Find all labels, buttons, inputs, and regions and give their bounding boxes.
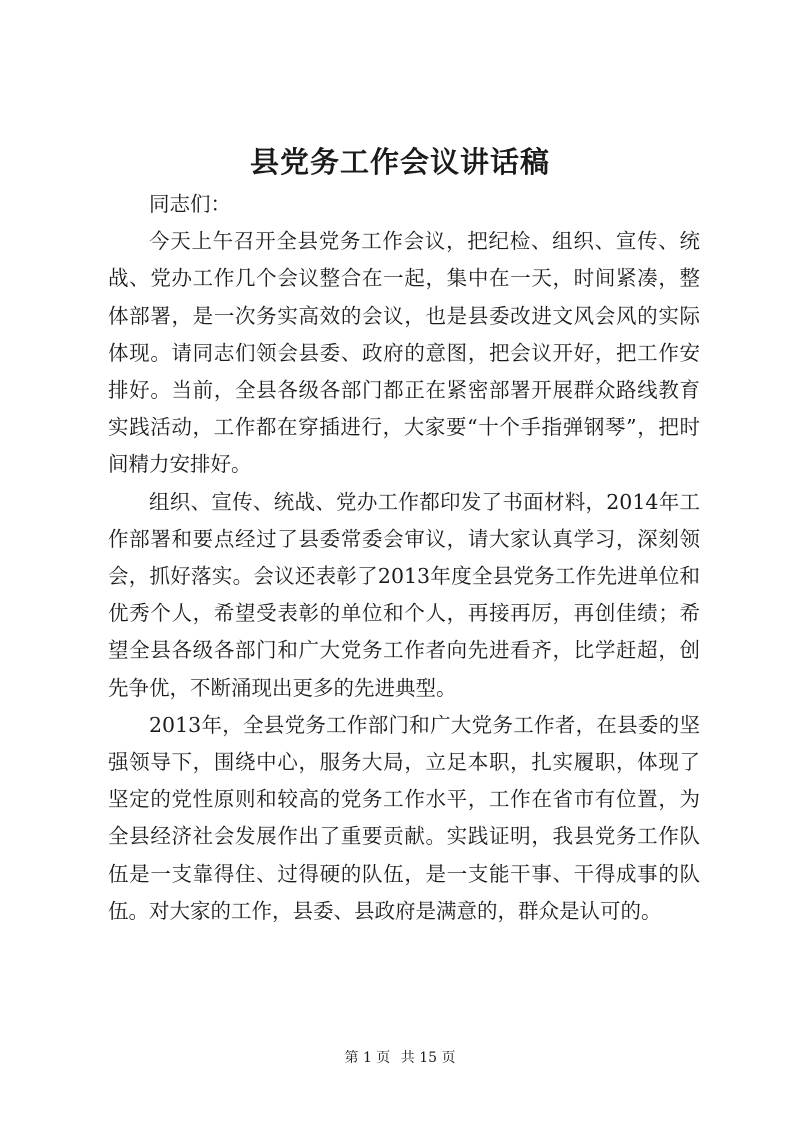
paragraph: 2013年，全县党务工作部门和广大党务工作者，在县委的坚强领导下，围绕中心，服务大局，立足本职，扎实履职，体现了坚定的党性原则和较高的党务工作水平，工作在省市有位置，为全县经济社会发展作出了重要贡献。实践证明，我县党务工作队伍是一支靠得住、过得硬的队伍，是一支能干事、干得成事的队伍。对大家的工作，县委、县政府是满意的，群众是认可的。 [108, 712, 700, 923]
paragraph: 今天上午召开全县党务工作会议，把纪检、组织、宣传、统战、党办工作几个会议整合在一起，集中在一天，时间紧凑，整体部署，是一次务实高效的会议，也是县委改进文风会风的实际体现。请同志们领会县委、政府的意图，把会议开好，把工作安排好。当前，全县各级各部门都正在紧密部署开展群众路线教育实践活动，工作都在穿插进行，大家要“十个手指弹钢琴”，把时间精力安排好。 [108, 229, 700, 477]
document-body [108, 186, 700, 930]
salutation: 同志们： [149, 192, 231, 216]
page-total: 共 15 页 [400, 1050, 456, 1066]
page-title: 县党务工作会议讲话稿 [249, 145, 550, 179]
page-number: 第 1 页 [344, 1050, 391, 1066]
page-footer [0, 1048, 800, 1068]
paragraph: 组织、宣传、统战、党办工作都印发了书面材料，2014年工作部署和要点经过了县委常委会审议，请大家认真学习，深刻领会，抓好落实。会议还表彰了2013年度全县党务工作先进单位和优秀个人，希望受表彰的单位和个人，再接再厉，再创佳绩；希望全县各级各部门和广大党务工作者向先进看齐，比学赶超，创先争优，不断涌现出更多的先进典型。 [108, 489, 700, 700]
